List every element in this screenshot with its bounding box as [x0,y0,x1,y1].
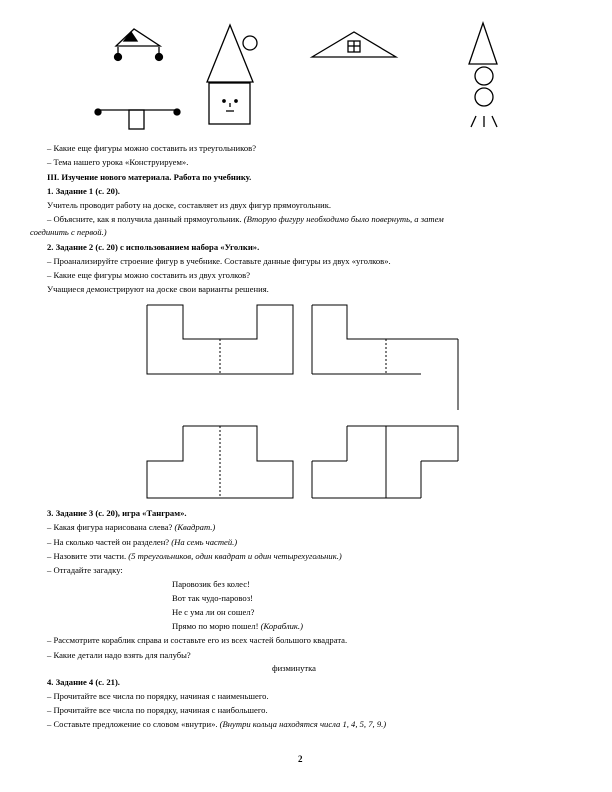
page-number: 2 [298,754,303,764]
text-line: Учитель проводит работу на доске, составляет из двух фигур прямоугольник. [47,200,332,210]
text-line: соединить с первой.) [30,227,107,237]
poem-line: Паровозик без колес! [172,579,250,589]
text-line: – Какая фигура нарисована слева? (Квадрат.) [47,522,216,532]
text-line: – Какие еще фигуры можно составить из двух уголков? [47,270,251,280]
table-figure [95,109,180,129]
fizminutka-label: физминутка [272,663,316,673]
text-line: – Прочитайте все числа по порядку, начиная с наибольшего. [47,705,268,715]
cart-figure [115,29,163,61]
section-heading: III. Изучение нового материала. Работа по учебнику. [47,172,252,182]
text-line: – Какие еще фигуры можно составить из треугольников? [47,143,257,153]
poem-line: Вот так чудо-паровоз! [172,593,253,603]
poem-line: Прямо по морю пошел! (Кораблик.) [172,621,303,631]
text-line: – Рассмотрите кораблик справа и составьте его из всех частей большого квадрата. [47,635,348,645]
poem-line: Не с ума ли он сошел? [172,607,255,617]
text-line: – Проанализируйте строение фигур в учебнике. Составьте данные фигуры из двух «уголков». [47,256,391,266]
house-figure [207,25,257,124]
task-heading: 2. Задание 2 (с. 20) с использованием набора «Уголки». [47,242,260,252]
text-line: – Объясните, как я получила данный прямоугольник. (Вторую фигуру необходимо было повернуть, а затем [47,214,444,224]
task-heading: 1. Задание 1 (с. 20). [47,186,120,196]
text-line: – Тема нашего урока «Конструируем». [47,157,189,167]
roof-figure [312,32,396,57]
text-line: – Отгадайте загадку: [47,565,123,575]
task-heading: 3. Задание 3 (с. 20), игра «Танграм». [47,508,187,518]
task-heading: 4. Задание 4 (с. 21). [47,677,120,687]
rocket-figure [469,23,497,127]
corner-shapes-illustration [147,305,458,498]
text-line: – На сколько частей он разделен? (На семь частей.) [47,537,238,547]
text-line: Учащиеся демонстрируют на доске свои варианты решения. [47,284,269,294]
text-line: – Составьте предложение со словом «внутри». (Внутри кольца находятся числа 1, 4, 5, 7, 9.) [47,719,387,729]
text-line: – Прочитайте все числа по порядку, начиная с наименьшего. [47,691,269,701]
text-line: – Какие детали надо взять для палубы? [47,650,191,660]
text-line: – Назовите эти части. (5 треугольников, один квадрат и один четырехугольник.) [47,551,342,561]
